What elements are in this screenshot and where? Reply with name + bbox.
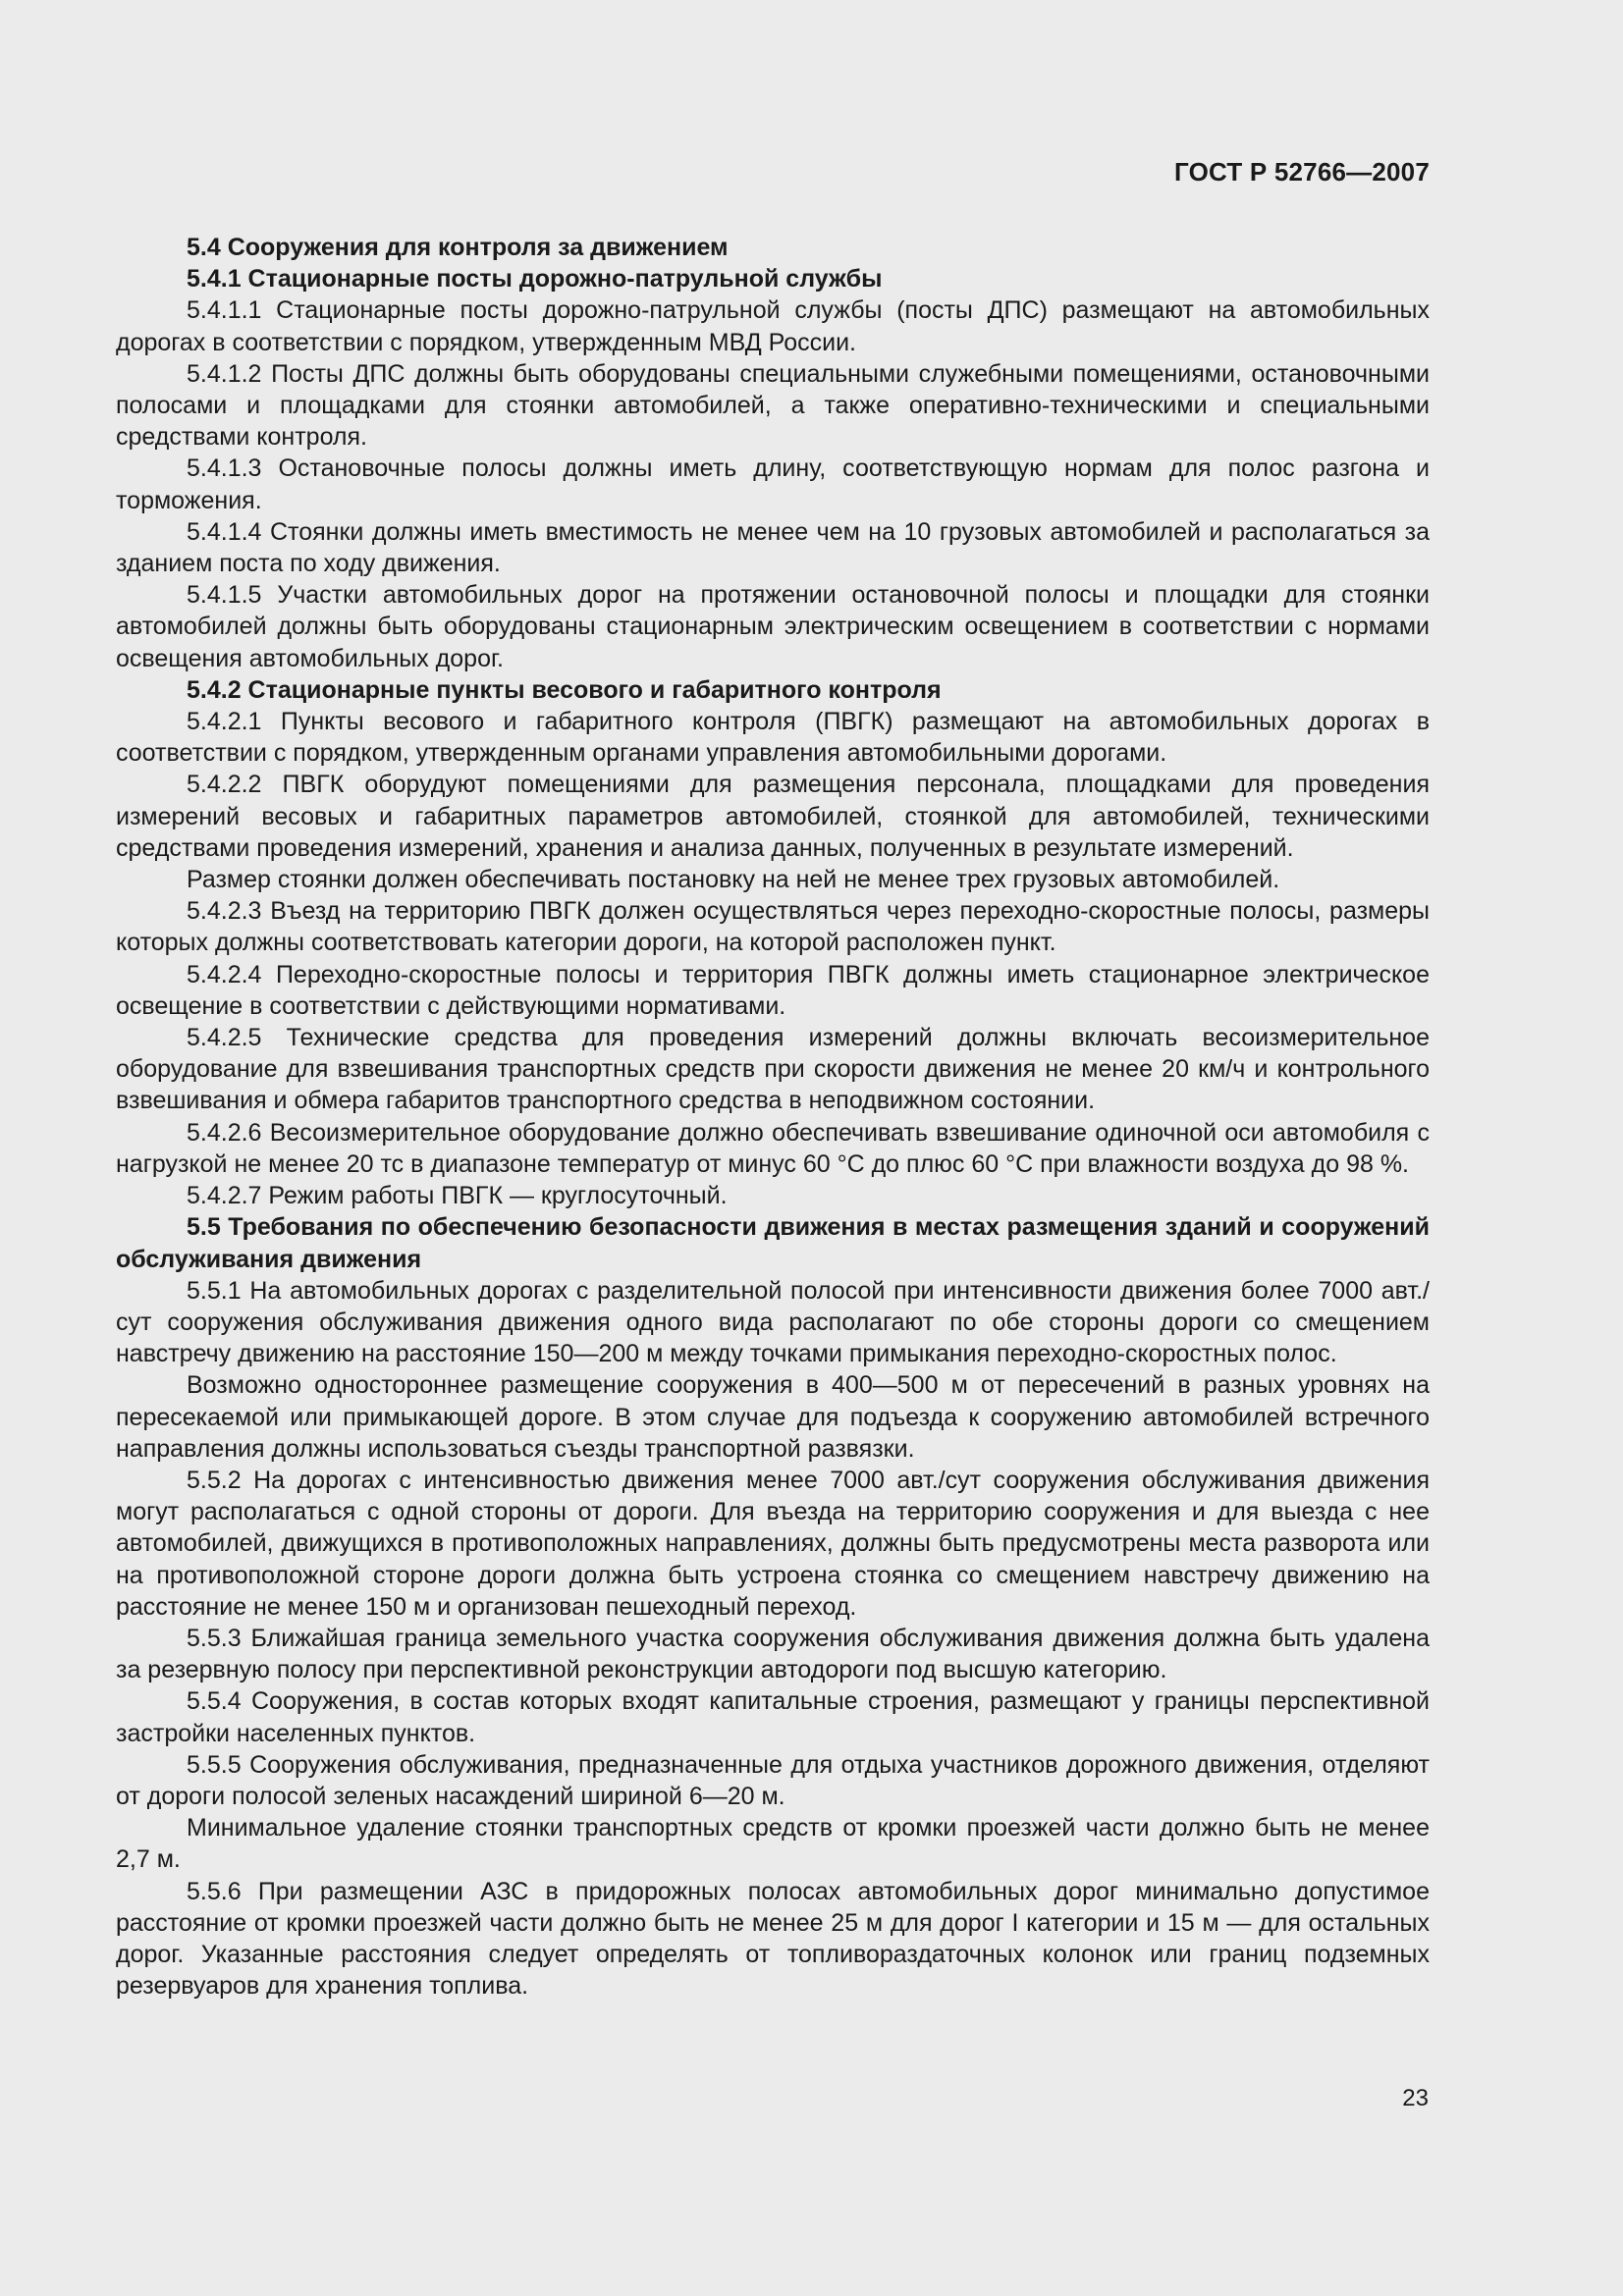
paragraph: 5.4.1.5 Участки автомобильных дорог на протяжении остановочной полосы и площадки для стоянки автомобилей должны быть оборудованы стационарным электрическим освещением в соответствии с нормами освещения автомобильных дорог.	[116, 581, 1430, 672]
paragraph: 5.5.6 При размещении АЗС в придорожных полосах автомобильных дорог минимально допустимое расстояние от кромки проезжей части должно быть не менее 25 м для дорог I категории и 15 м — для остальных дорог. Указанные расстояния следует определять от топливораздаточных колонок или границ подземных резервуаров для хранения топлива.	[116, 1877, 1430, 2001]
page-number: 23	[1402, 2085, 1429, 2111]
paragraph: 5.5.1 На автомобильных дорогах с разделительной полосой при интенсивности движения более 7000 авт./сут сооружения обслуживания движения одного вида располагают по обе стороны дороги со смещением навстречу движению на расстояние 150—200 м между точками примыкания переходно-скоростных полос.	[116, 1276, 1430, 1368]
paragraph: Размер стоянки должен обеспечивать постановку на ней не менее трех грузовых автомобилей.	[187, 866, 1280, 894]
paragraph: 5.4.2.7 Режим работы ПВГК — круглосуточный.	[187, 1182, 728, 1210]
paragraph: 5.4.2.2 ПВГК оборудуют помещениями для размещения персонала, площадками для проведения измерений весовых и габаритных параметров автомобилей, стоянкой для автомобилей, техническими средствами проведения измерений, хранения и анализа данных, полученных в результате измерений.	[116, 771, 1430, 862]
paragraph: 5.4.1.1 Стационарные посты дорожно-патрульной службы (посты ДПС) размещают на автомобильных дорогах в соответствии с порядком, утвержденным МВД России.	[116, 296, 1430, 356]
paragraph: 5.5.2 На дорогах с интенсивностью движения менее 7000 авт./сут сооружения обслуживания движения могут располагаться с одной стороны от дороги. Для въезда на территорию сооружения и для выезда с нее автомобилей, движущихся в противоположных направлениях, должны быть предусмотрены места разворота или на противоположной стороне дороги должна быть устроена стоянка со смещением навстречу движению на расстояние не менее 150 м и организован пешеходный переход.	[116, 1466, 1430, 1621]
paragraph: 5.4.1.2 Посты ДПС должны быть оборудованы специальными служебными помещениями, остановочными полосами и площадками для стоянки автомобилей, а также оперативно-техническими и специальными средствами контроля.	[116, 359, 1430, 452]
paragraph: 5.4.1.3 Остановочные полосы должны иметь длину, соответствующую нормам для полос разгона и торможения.	[116, 454, 1430, 514]
paragraph: 5.5.5 Сооружения обслуживания, предназначенные для отдыха участников дорожного движения, отделяют от дороги полосой зеленых насаждений шириной 6—20 м.	[116, 1750, 1430, 1810]
document-body	[116, 232, 1430, 2002]
paragraph: Минимальное удаление стоянки транспортных средств от кромки проезжей части должно быть не менее 2,7 м.	[116, 1814, 1430, 1874]
paragraph: 5.4.2.1 Пункты весового и габаритного контроля (ПВГК) размещают на автомобильных дорогах в соответствии с порядком, утвержденным органами управления автомобильными дорогами.	[116, 708, 1430, 768]
section-heading: 5.4.2 Стационарные пункты весового и габаритного контроля	[187, 675, 942, 704]
paragraph: 5.4.2.6 Весоизмерительное оборудование должно обеспечивать взвешивание одиночной оси автомобиля с нагрузкой не менее 20 тс в диапазоне температур от минус 60 °С до плюс 60 °С при влажности воздуха до 98 %.	[116, 1118, 1430, 1178]
section-heading: 5.4.1 Стационарные посты дорожно-патрульной службы	[187, 265, 883, 294]
paragraph: 5.4.2.5 Технические средства для проведения измерений должны включать весоизмерительное оборудование для взвешивания транспортных средств при скорости движения не менее 20 км/ч и контрольного взвешивания и обмера габаритов транспортного средства в неподвижном состоянии.	[116, 1024, 1430, 1115]
section-heading: 5.5 Требования по обеспечению безопасности движения в местах размещения зданий и сооружений обслуживания движения	[116, 1213, 1430, 1273]
paragraph: 5.5.3 Ближайшая граница земельного участка сооружения обслуживания движения должна быть удалена за резервную полосу при перспективной реконструкции автодороги под высшую категорию.	[116, 1624, 1430, 1684]
document-header: ГОСТ Р 52766—2007	[1174, 157, 1430, 187]
paragraph: 5.4.1.4 Стоянки должны иметь вместимость не менее чем на 10 грузовых автомобилей и располагаться за зданием поста по ходу движения.	[116, 517, 1430, 578]
paragraph: 5.4.2.3 Въезд на территорию ПВГК должен осуществляться через переходно-скоростные полосы, размеры которых должны соответствовать категории дороги, на которой расположен пункт.	[116, 897, 1430, 957]
paragraph: 5.4.2.4 Переходно-скоростные полосы и территория ПВГК должны иметь стационарное электрическое освещение в соответствии с действующими нормативами.	[116, 960, 1430, 1020]
section-heading: 5.4 Сооружения для контроля за движением	[187, 234, 729, 261]
paragraph: 5.5.4 Сооружения, в состав которых входят капитальные строения, размещают у границы перспективной застройки населенных пунктов.	[116, 1687, 1430, 1747]
paragraph: Возможно одностороннее размещение сооружения в 400—500 м от пересечений в разных уровнях на пересекаемой или примыкающей дороге. В этом случае для подъезда к сооружению автомобилей встречного направления должны использоваться съезды транспортной развязки.	[116, 1371, 1430, 1463]
